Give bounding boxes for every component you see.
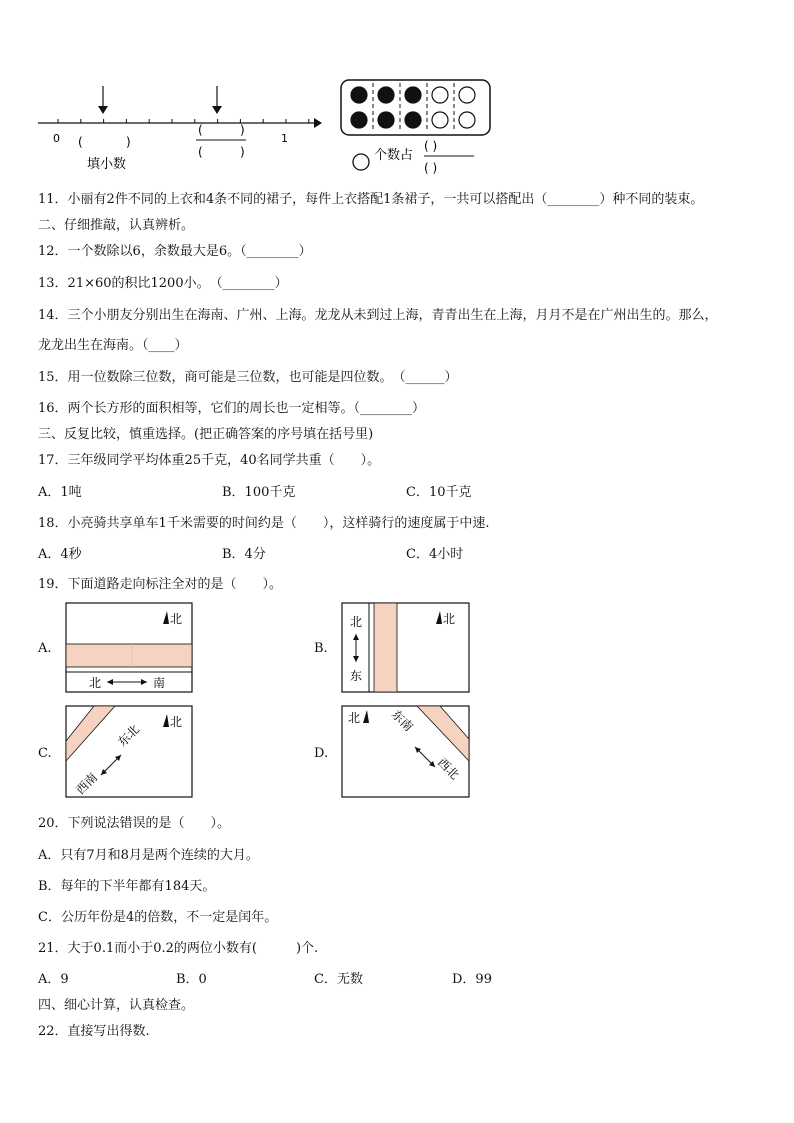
paren-open-1: (	[78, 135, 83, 149]
filled-dot	[351, 112, 367, 128]
q20-option-c: C．公历年份是4的倍数，不一定是闰年。	[38, 910, 278, 925]
answer-circle	[353, 154, 369, 170]
ten-frame-figure	[340, 78, 500, 178]
map-c	[65, 705, 195, 799]
caption-fill-decimal: 填小数	[87, 157, 127, 172]
road-horizontal	[66, 644, 192, 667]
down-arrow-1-head	[98, 106, 108, 114]
question-12: 12．一个数除以6，余数最大是6。（________）	[38, 244, 312, 259]
section-2-heading: 二、仔细推敲，认真辨析。	[38, 218, 195, 233]
question-18: 18．小亮骑共享单车1千米需要的时间约是（ ），这样骑行的速度属于中速.	[38, 516, 490, 531]
number-line-arrowhead	[314, 118, 322, 128]
q17-option-c: C．10千克	[406, 485, 472, 500]
question-11: 11．小丽有2件不同的上衣和4条不同的裙子，每件上衣搭配1条裙子，一共可以搭配出（________）种不同的装束。	[38, 192, 704, 207]
number-line-figure	[30, 78, 330, 178]
q19-label-d: D.	[314, 746, 329, 761]
empty-dot	[432, 87, 448, 103]
road-vertical	[374, 603, 397, 692]
down-arrow-2-head	[212, 106, 222, 114]
q19-label-c: C.	[38, 746, 52, 761]
label-south: 南	[153, 676, 166, 690]
label-northwest: 西北	[434, 755, 462, 783]
frac-bottom: ( )	[424, 161, 438, 175]
label-one: 1	[281, 132, 288, 145]
q19-label-a: A.	[38, 641, 52, 656]
map-b	[341, 602, 471, 694]
empty-dot	[459, 112, 475, 128]
label-north: 北	[89, 676, 102, 690]
question-19: 19．下面道路走向标注全对的是（ ）。	[38, 577, 283, 592]
question-13: 13．21×60的积比1200小。 （________）	[38, 276, 288, 291]
north-label: 北	[443, 612, 456, 626]
circle-label: 个数占	[374, 148, 414, 163]
q18-option-b: B．4分	[222, 547, 266, 562]
label-east: 东	[350, 669, 363, 683]
frac-top: ( )	[424, 139, 438, 153]
question-21: 21．大于0.1而小于0.2的两位小数有( )个.	[38, 941, 319, 956]
q21-option-d: D．99	[452, 972, 492, 987]
frac-close-bottom: )	[240, 145, 245, 159]
north-label: 北	[170, 612, 183, 626]
north-label: 北	[348, 711, 361, 725]
map-a	[65, 602, 195, 694]
q17-option-a: A．1吨	[38, 485, 82, 500]
label-southeast: 东南	[388, 707, 416, 735]
label-northeast: 东北	[115, 722, 143, 750]
question-16: 16．两个长方形的面积相等，它们的周长也一定相等。（________）	[38, 401, 426, 416]
question-17: 17．三年级同学平均体重25千克，40名同学共重（ ）。	[38, 453, 381, 468]
q18-option-c: C．4小时	[406, 547, 464, 562]
q17-option-b: B．100千克	[222, 485, 296, 500]
label-zero: 0	[53, 132, 60, 145]
filled-dot	[405, 87, 421, 103]
north-label: 北	[170, 715, 183, 729]
label-southwest: 西南	[73, 770, 101, 798]
q18-option-a: A．4秒	[38, 547, 82, 562]
frac-open-bottom: (	[198, 145, 203, 159]
filled-dot	[405, 112, 421, 128]
empty-dot	[459, 87, 475, 103]
frac-close-top: )	[240, 123, 245, 137]
q19-label-b: B.	[314, 641, 328, 656]
question-14-line-2: 龙龙出生在海南。（____）	[38, 338, 188, 353]
q20-option-a: A．只有7月和8月是两个连续的大月。	[38, 848, 259, 863]
map-d	[341, 705, 471, 799]
filled-dot	[378, 112, 394, 128]
q21-option-a: A．9	[38, 972, 69, 987]
question-22: 22．直接写出得数.	[38, 1024, 150, 1039]
filled-dot	[378, 87, 394, 103]
q20-option-b: B．每年的下半年都有184天。	[38, 879, 216, 894]
question-14-line-1: 14．三个小朋友分别出生在海南、广州、上海。龙龙从未到过上海，青青出生在上海，月月不是在广州出生的。那么，	[38, 308, 718, 323]
q21-option-c: C．无数	[314, 972, 363, 987]
filled-dot	[351, 87, 367, 103]
q21-option-b: B．0	[176, 972, 207, 987]
question-20: 20．下列说法错误的是（ ）。	[38, 816, 231, 831]
section-3-heading: 三、反复比较，慎重选择。(把正确答案的序号填在括号里)	[38, 427, 374, 442]
section-4-heading: 四、细心计算，认真检查。	[38, 998, 195, 1013]
label-north: 北	[350, 615, 363, 629]
question-15: 15．用一位数除三位数，商可能是三位数，也可能是四位数。 （______）	[38, 370, 458, 385]
frac-open-top: (	[198, 123, 203, 137]
empty-dot	[432, 112, 448, 128]
paren-close-1: )	[126, 135, 131, 149]
